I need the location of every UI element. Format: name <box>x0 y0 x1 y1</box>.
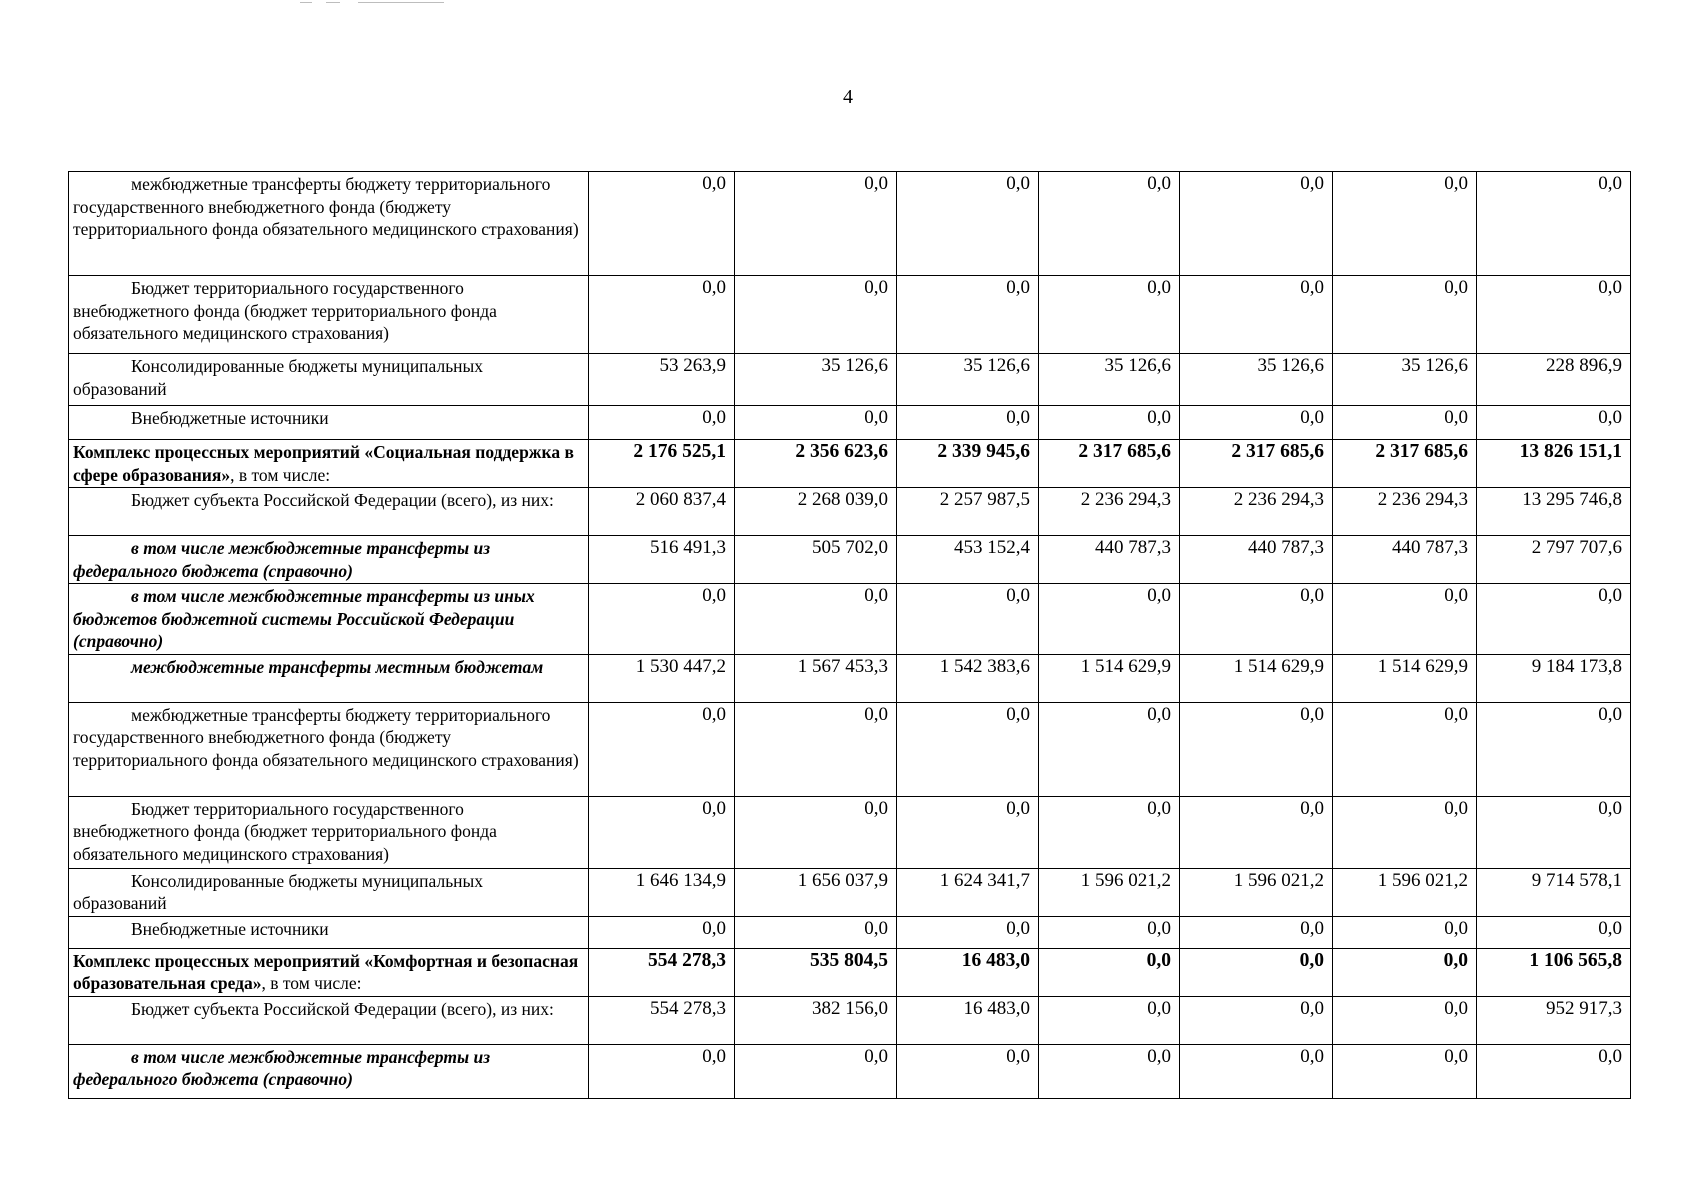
value-cell: 0,0 <box>589 584 735 655</box>
scan-marks <box>300 2 460 4</box>
value-cell: 0,0 <box>589 796 735 868</box>
value-cell: 0,0 <box>589 406 735 440</box>
value-cell: 516 491,3 <box>589 536 735 584</box>
value-cell: 2 257 987,5 <box>897 488 1039 536</box>
value-cell: 35 126,6 <box>897 354 1039 406</box>
value-cell: 9 714 578,1 <box>1477 868 1631 916</box>
value-cell: 2 317 685,6 <box>1333 440 1477 488</box>
table-row <box>69 996 1631 1044</box>
table-row <box>69 654 1631 702</box>
value-cell: 0,0 <box>1039 1044 1180 1098</box>
value-cell: 0,0 <box>1180 1044 1333 1098</box>
value-cell: 228 896,9 <box>1477 354 1631 406</box>
value-cell: 0,0 <box>1477 276 1631 354</box>
row-label-text: межбюджетные трансферты местным бюджетам <box>131 656 544 677</box>
value-cell: 0,0 <box>1180 948 1333 996</box>
table-row <box>69 948 1631 996</box>
table-row <box>69 488 1631 536</box>
value-cell: 9 184 173,8 <box>1477 654 1631 702</box>
value-cell: 0,0 <box>1477 1044 1631 1098</box>
value-cell: 0,0 <box>589 1044 735 1098</box>
value-cell: 0,0 <box>897 172 1039 276</box>
value-cell: 0,0 <box>897 1044 1039 1098</box>
value-cell: 1 596 021,2 <box>1333 868 1477 916</box>
value-cell: 0,0 <box>589 916 735 948</box>
value-cell: 0,0 <box>897 276 1039 354</box>
value-cell: 0,0 <box>1333 584 1477 655</box>
value-cell: 2 236 294,3 <box>1333 488 1477 536</box>
table-row <box>69 702 1631 796</box>
value-cell: 13 826 151,1 <box>1477 440 1631 488</box>
value-cell: 382 156,0 <box>735 996 897 1044</box>
row-label <box>69 654 589 702</box>
value-cell: 440 787,3 <box>1180 536 1333 584</box>
value-cell: 2 797 707,6 <box>1477 536 1631 584</box>
row-label-text: в том числе межбюджетные трансферты из федерального бюджета (справочно) <box>73 1046 491 1089</box>
value-cell: 2 356 623,6 <box>735 440 897 488</box>
row-label <box>69 406 589 440</box>
value-cell: 2 236 294,3 <box>1039 488 1180 536</box>
value-cell: 0,0 <box>897 796 1039 868</box>
table-row <box>69 916 1631 948</box>
value-cell: 1 514 629,9 <box>1180 654 1333 702</box>
value-cell: 1 106 565,8 <box>1477 948 1631 996</box>
value-cell: 0,0 <box>1039 702 1180 796</box>
table-row <box>69 276 1631 354</box>
value-cell: 0,0 <box>1039 796 1180 868</box>
value-cell: 1 656 037,9 <box>735 868 897 916</box>
row-label-text: Комплекс процессных мероприятий «Комфортная и безопасная образовательная среда» <box>73 950 579 993</box>
value-cell: 1 624 341,7 <box>897 868 1039 916</box>
value-cell: 1 646 134,9 <box>589 868 735 916</box>
table-row <box>69 796 1631 868</box>
value-cell: 0,0 <box>735 406 897 440</box>
budget-table <box>68 171 1631 1099</box>
value-cell: 2 060 837,4 <box>589 488 735 536</box>
value-cell: 0,0 <box>1333 996 1477 1044</box>
table-row <box>69 584 1631 655</box>
value-cell: 0,0 <box>1039 406 1180 440</box>
value-cell: 440 787,3 <box>1039 536 1180 584</box>
value-cell: 0,0 <box>897 406 1039 440</box>
row-label <box>69 488 589 536</box>
value-cell: 0,0 <box>735 276 897 354</box>
row-label-text: Бюджет субъекта Российской Федерации (всего), из них: <box>131 998 554 1019</box>
value-cell: 0,0 <box>1039 276 1180 354</box>
value-cell: 0,0 <box>589 702 735 796</box>
value-cell: 505 702,0 <box>735 536 897 584</box>
row-label <box>69 948 589 996</box>
value-cell: 1 542 383,6 <box>897 654 1039 702</box>
row-label <box>69 354 589 406</box>
page-number: 4 <box>843 86 853 108</box>
row-label <box>69 440 589 488</box>
row-label-suffix: , в том числе: <box>230 464 331 485</box>
value-cell: 35 126,6 <box>735 354 897 406</box>
value-cell: 0,0 <box>1333 702 1477 796</box>
value-cell: 0,0 <box>735 796 897 868</box>
value-cell: 0,0 <box>589 276 735 354</box>
table-row <box>69 536 1631 584</box>
value-cell: 554 278,3 <box>589 996 735 1044</box>
row-label-text: Комплекс процессных мероприятий «Социальная поддержка в сфере образования» <box>73 442 574 485</box>
value-cell: 0,0 <box>1180 276 1333 354</box>
row-label <box>69 1044 589 1098</box>
value-cell: 2 268 039,0 <box>735 488 897 536</box>
value-cell: 1 514 629,9 <box>1039 654 1180 702</box>
value-cell: 0,0 <box>1477 702 1631 796</box>
value-cell: 0,0 <box>897 916 1039 948</box>
value-cell: 13 295 746,8 <box>1477 488 1631 536</box>
row-label-text: Внебюджетные источники <box>131 408 329 428</box>
value-cell: 0,0 <box>1180 406 1333 440</box>
row-label <box>69 796 589 868</box>
value-cell: 440 787,3 <box>1333 536 1477 584</box>
value-cell: 0,0 <box>1039 584 1180 655</box>
value-cell: 0,0 <box>1180 916 1333 948</box>
value-cell: 0,0 <box>1477 916 1631 948</box>
value-cell: 0,0 <box>1039 996 1180 1044</box>
value-cell: 0,0 <box>1180 996 1333 1044</box>
table-row <box>69 1044 1631 1098</box>
row-label <box>69 536 589 584</box>
value-cell: 1 596 021,2 <box>1039 868 1180 916</box>
value-cell: 0,0 <box>1333 796 1477 868</box>
value-cell: 0,0 <box>1039 172 1180 276</box>
value-cell: 0,0 <box>735 172 897 276</box>
value-cell: 952 917,3 <box>1477 996 1631 1044</box>
value-cell: 16 483,0 <box>897 996 1039 1044</box>
value-cell: 0,0 <box>1333 1044 1477 1098</box>
value-cell: 2 317 685,6 <box>1180 440 1333 488</box>
value-cell: 0,0 <box>1039 916 1180 948</box>
row-label-text: Бюджет территориального государственного внебюджетного фонда (бюджет территориального фонда обязательного медицинского страхования) <box>73 798 497 864</box>
row-label-text: Внебюджетные источники <box>131 918 329 939</box>
row-label-text: Бюджет субъекта Российской Федерации (всего), из них: <box>131 490 554 510</box>
value-cell: 2 339 945,6 <box>897 440 1039 488</box>
row-label-suffix: , в том числе: <box>261 973 362 993</box>
value-cell: 0,0 <box>1180 172 1333 276</box>
row-label-text: межбюджетные трансферты бюджету территориального государственного внебюджетного фонда (бюджету территориального фонда обязательного медицинского страхования) <box>73 704 579 770</box>
row-label-text: Консолидированные бюджеты муниципальных образований <box>73 870 484 913</box>
table-row <box>69 868 1631 916</box>
value-cell: 0,0 <box>1333 406 1477 440</box>
value-cell: 0,0 <box>735 702 897 796</box>
value-cell: 35 126,6 <box>1333 354 1477 406</box>
value-cell: 0,0 <box>589 172 735 276</box>
row-label-text: в том числе межбюджетные трансферты из федерального бюджета (справочно) <box>73 538 491 581</box>
value-cell: 0,0 <box>1477 172 1631 276</box>
row-label <box>69 916 589 948</box>
row-label-text: Консолидированные бюджеты муниципальных образований <box>73 356 484 399</box>
value-cell: 453 152,4 <box>897 536 1039 584</box>
value-cell: 1 596 021,2 <box>1180 868 1333 916</box>
row-label <box>69 276 589 354</box>
value-cell: 0,0 <box>735 916 897 948</box>
value-cell: 0,0 <box>1180 584 1333 655</box>
value-cell: 0,0 <box>1333 172 1477 276</box>
row-label <box>69 584 589 655</box>
value-cell: 35 126,6 <box>1039 354 1180 406</box>
value-cell: 0,0 <box>1333 916 1477 948</box>
value-cell: 0,0 <box>1039 948 1180 996</box>
value-cell: 554 278,3 <box>589 948 735 996</box>
value-cell: 2 236 294,3 <box>1180 488 1333 536</box>
row-label <box>69 868 589 916</box>
value-cell: 0,0 <box>1333 276 1477 354</box>
row-label <box>69 702 589 796</box>
value-cell: 53 263,9 <box>589 354 735 406</box>
value-cell: 0,0 <box>735 584 897 655</box>
value-cell: 0,0 <box>897 702 1039 796</box>
row-label-text: в том числе межбюджетные трансферты из иных бюджетов бюджетной системы Российской Федерации (справочно) <box>73 586 535 651</box>
value-cell: 35 126,6 <box>1180 354 1333 406</box>
budget-table-body <box>69 172 1631 1099</box>
value-cell: 2 176 525,1 <box>589 440 735 488</box>
value-cell: 0,0 <box>1333 948 1477 996</box>
value-cell: 0,0 <box>1477 584 1631 655</box>
row-label <box>69 172 589 276</box>
table-row <box>69 440 1631 488</box>
row-label-text: межбюджетные трансферты бюджету территориального государственного внебюджетного фонда (бюджету территориального фонда обязательного медицинского страхования) <box>73 174 579 239</box>
row-label-text: Бюджет территориального государственного внебюджетного фонда (бюджет территориального фонда обязательного медицинского страхования) <box>73 278 497 343</box>
value-cell: 1 514 629,9 <box>1333 654 1477 702</box>
table-row <box>69 172 1631 276</box>
value-cell: 2 317 685,6 <box>1039 440 1180 488</box>
value-cell: 0,0 <box>1477 406 1631 440</box>
value-cell: 535 804,5 <box>735 948 897 996</box>
table-row <box>69 406 1631 440</box>
value-cell: 0,0 <box>897 584 1039 655</box>
row-label <box>69 996 589 1044</box>
value-cell: 16 483,0 <box>897 948 1039 996</box>
value-cell: 1 530 447,2 <box>589 654 735 702</box>
value-cell: 0,0 <box>735 1044 897 1098</box>
value-cell: 0,0 <box>1180 796 1333 868</box>
table-row <box>69 354 1631 406</box>
value-cell: 0,0 <box>1477 796 1631 868</box>
value-cell: 1 567 453,3 <box>735 654 897 702</box>
value-cell: 0,0 <box>1180 702 1333 796</box>
